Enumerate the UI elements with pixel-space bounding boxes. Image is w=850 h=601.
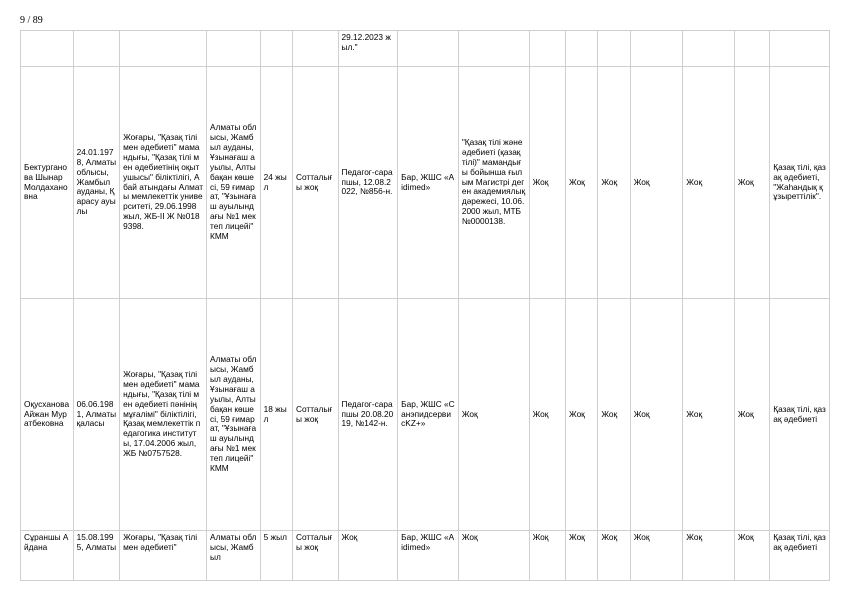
cell-col-15: Жоқ [734,67,769,299]
table-row [21,67,830,299]
cell-criminal-record: Сотталығы жоқ [293,531,339,581]
cell-col-14: Жоқ [683,531,735,581]
cell-col-14: Жоқ [683,299,735,531]
cell-subjects: Қазақ тілі, қазақ әдебиеті [770,299,830,531]
cell-col-14 [683,31,735,67]
cell-medical-certificate: Бар, ЖШС «Aidimed» [398,67,459,299]
cell-workplace [207,31,261,67]
cell-col-11 [566,31,598,67]
cell-criminal-record: Сотталығы жоқ [293,67,339,299]
cell-workplace: Алматы облысы, Жамбыл ауданы, Ұзынағаш ауылы, Алтыбақан көшесі, 59 ғимарат, "Ұзынағаш ауылындағы №1 мектеп лицейі" КММ [207,67,261,299]
cell-full-name [21,31,74,67]
cell-criminal-record [293,31,339,67]
cell-education: Жоғары, "Қазақ тілі мен әдебиеті" мамандығы, "Қазақ тілі мен әдебиеті пәнінің мұғалімі" біліктілігі, Қазақ мемлекеттік педагогика институты, 17.04.2006 жыл, ЖБ №0757528. [120,299,207,531]
candidates-table [20,30,830,581]
cell-col-11: Жоқ [566,67,598,299]
cell-col-13: Жоқ [630,299,683,531]
page-number: 9 / 89 [20,15,43,26]
cell-col-10: Жоқ [529,67,565,299]
cell-education [120,31,207,67]
cell-academic-degree: Жоқ [458,299,529,531]
cell-col-12: Жоқ [598,299,630,531]
cell-col-10 [529,31,565,67]
cell-col-13: Жоқ [630,531,683,581]
cell-col-15: Жоқ [734,299,769,531]
cell-birth-info: 24.01.1978, Алматы облысы, Жамбыл ауданы, Қарасу ауылы [73,67,120,299]
cell-subjects [770,31,830,67]
cell-medical-certificate: Бар, ЖШС «Aidimed» [398,531,459,581]
cell-category: Педагог-сарапшы, 12.08.2022, №856-н. [338,67,398,299]
cell-medical-certificate [398,31,459,67]
cell-experience [260,31,292,67]
cell-full-name: Бектурганова Шынар Молдахановна [21,67,74,299]
cell-col-12: Жоқ [598,67,630,299]
cell-full-name: Сұраншы Айдана [21,531,74,581]
cell-col-13 [630,31,683,67]
cell-col-11: Жоқ [566,299,598,531]
cell-birth-info [73,31,120,67]
cell-workplace: Алматы облысы, Жамбыл ауданы, Ұзынағаш ауылы, Алтыбақан көшесі, 59 ғимарат, "Ұзынағаш ауылындағы №1 мектеп лицейі" КММ [207,299,261,531]
cell-col-15 [734,31,769,67]
cell-col-10: Жоқ [529,531,565,581]
cell-subjects: Қазақ тілі, қазақ әдебиеті, "Жаһандық құзыреттілік". [770,67,830,299]
cell-academic-degree [458,31,529,67]
cell-medical-certificate: Бар, ЖШС «СанэпидсервисKZ+» [398,299,459,531]
cell-category: Педагог-сарапшы 20.08.2019, №142-н. [338,299,398,531]
cell-birth-info: 06.06.1981, Алматы қаласы [73,299,120,531]
cell-education: Жоғары, "Қазақ тілі мен әдебиеті" [120,531,207,581]
cell-category: 29.12.2023 жыл." [338,31,398,67]
cell-col-13: Жоқ [630,67,683,299]
cell-col-15: Жоқ [734,531,769,581]
cell-full-name: Оқусханова Айжан Муратбековна [21,299,74,531]
table-row [21,31,830,67]
cell-col-11: Жоқ [566,531,598,581]
cell-education: Жоғары, "Қазақ тілі мен әдебиеті" мамандығы, "Қазақ тілі мен әдебиетінің оқытушысы" біліктілігі, Абай атындағы Алматы мемлекеттік университеті, 29.06.1998 жыл, ЖБ-II Ж №0189398. [120,67,207,299]
cell-col-14: Жоқ [683,67,735,299]
cell-col-12 [598,31,630,67]
table-row [21,531,830,581]
cell-experience: 24 жыл [260,67,292,299]
cell-category: Жоқ [338,531,398,581]
cell-academic-degree: Жоқ [458,531,529,581]
cell-workplace: Алматы облысы, Жамбыл [207,531,261,581]
cell-academic-degree: "Қазақ тілі және әдебиеті (қазақ тілі)" мамандығы бойынша ғылым Магистрі деген академиялық дәрежесі, 10.06.2000 жыл, МТБ №0000138. [458,67,529,299]
cell-col-10: Жоқ [529,299,565,531]
cell-criminal-record: Сотталығы жоқ [293,299,339,531]
cell-experience: 18 жыл [260,299,292,531]
cell-subjects: Қазақ тілі, қазақ әдебиеті [770,531,830,581]
cell-experience: 5 жыл [260,531,292,581]
cell-col-12: Жоқ [598,531,630,581]
cell-birth-info: 15.08.1995, Алматы [73,531,120,581]
table-row [21,299,830,531]
